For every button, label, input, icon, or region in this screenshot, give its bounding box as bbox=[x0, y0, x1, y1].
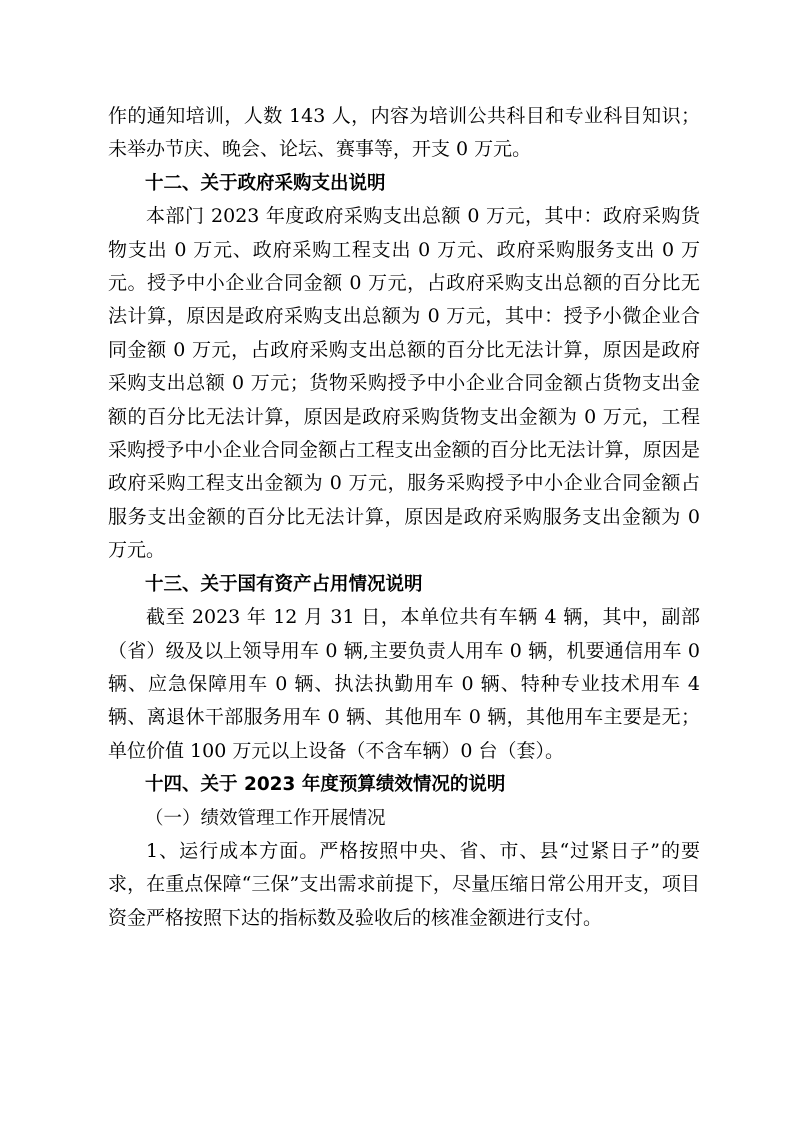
paragraph-state-assets: 截至 2023 年 12 月 31 日，本单位共有车辆 4 辆，其中，副部（省）级及以上领导用车 0 辆,主要负责人用车 0 辆，机要通信用车 0 辆、应急保障用车 0 辆、执法执勤用车 0 辆、特种专业技术用车 4 辆、离退休干部服务用车 0 辆、其他用车 0 辆，其他用车主要是无；单位价值 100 万元以上设备（不含车辆）0 台（套）。 bbox=[108, 606, 700, 762]
paragraph-operating-cost: 1、运行成本方面。严格按照中央、省、市、县“过紧日子”的要求，在重点保障“三保”支出需求前提下，尽量压缩日常公用开支，项目资金严格按照下达的指标数及验收后的核准金额进行支付。 bbox=[108, 839, 700, 929]
section-heading-14: 十四、关于 2023 年度预算绩效情况的说明 bbox=[145, 774, 506, 796]
paragraph-government-procurement: 本部门 2023 年度政府采购支出总额 0 万元，其中：政府采购货物支出 0 万元、政府采购工程支出 0 万元、政府采购服务支出 0 万元。授予中小企业合同金额 0 万元，占政府采购支出总额的百分比无法计算，原因是政府采购支出总额为 0 万元，其中：授予小微企业合同金额 0 万元，占政府采购支出总额的百分比无法计算，原因是政府采购支出总额 0 万元；货物采购授予中小企业合同金额占货物支出金额的百分比无法计算，原因是政府采购货物支出金额为 0 万元，工程采购授予中小企业合同金额占工程支出金额的百分比无法计算，原因是政府采购工程支出金额为 0 万元，服务采购授予中小企业合同金额占服务支出金额的百分比无法计算，原因是政府采购服务支出金额为 0 万元。 bbox=[108, 205, 700, 562]
document-body bbox=[108, 100, 700, 935]
section-heading-13: 十三、关于国有资产占用情况说明 bbox=[145, 573, 423, 595]
section-heading-12: 十二、关于政府采购支出说明 bbox=[145, 172, 386, 194]
paragraph-continuation: 作的通知培训，人数 143 人，内容为培训公共科目和专业科目知识；未举办节庆、晚会、论坛、赛事等，开支 0 万元。 bbox=[108, 105, 700, 161]
subsection-heading-14-1: （一）绩效管理工作开展情况 bbox=[145, 807, 386, 829]
